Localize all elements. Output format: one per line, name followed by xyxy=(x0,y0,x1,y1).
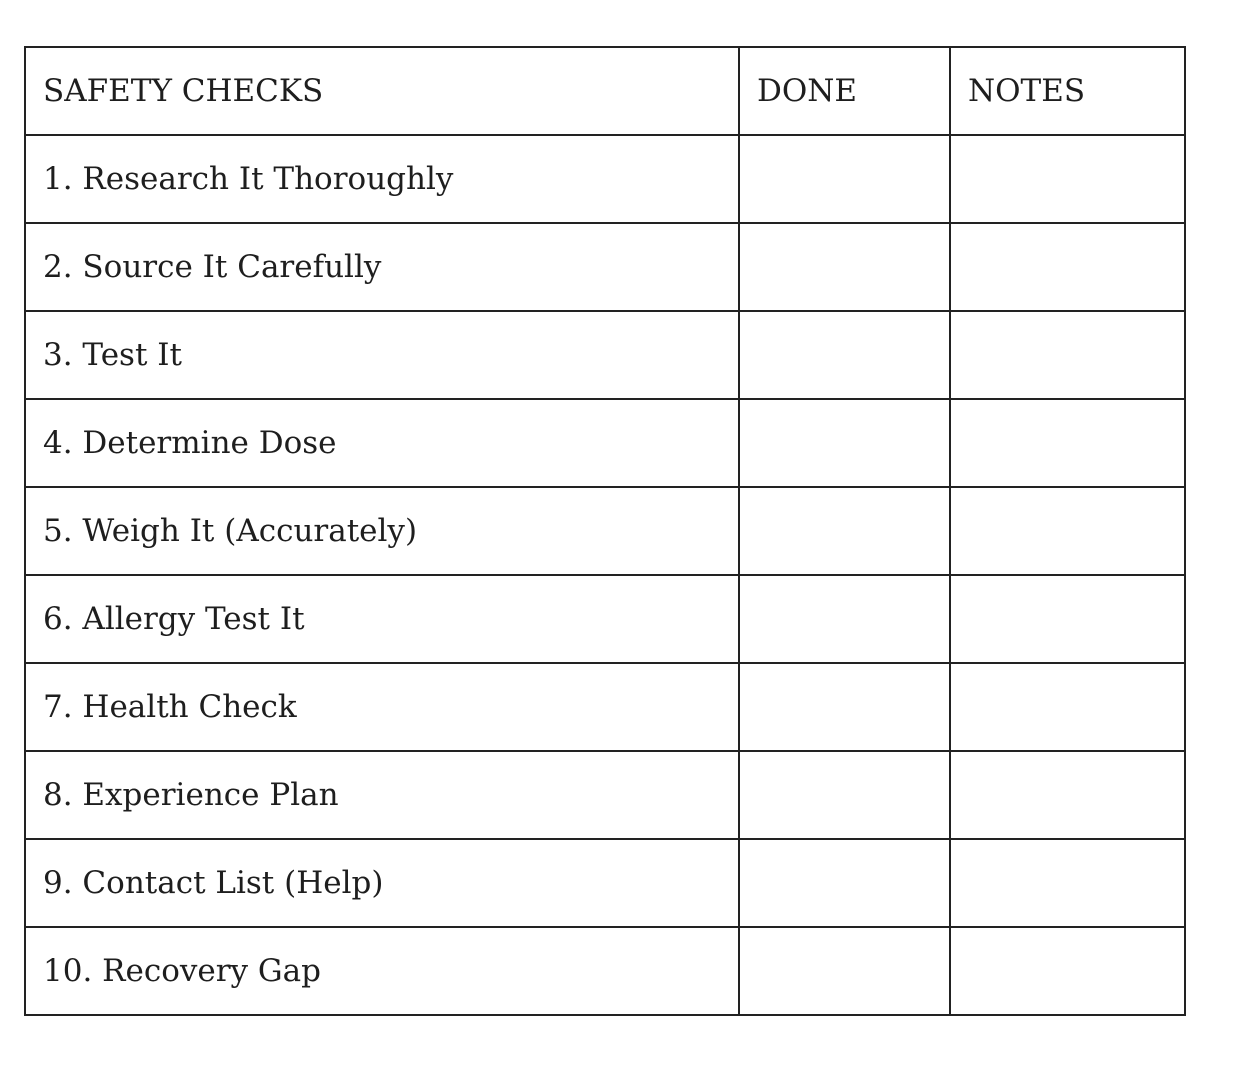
header-row xyxy=(25,47,1185,135)
notes-cell[interactable] xyxy=(950,751,1185,839)
safety-checklist-table xyxy=(24,46,1186,1016)
notes-cell[interactable] xyxy=(950,839,1185,927)
header-notes: NOTES xyxy=(950,47,1185,135)
notes-cell[interactable] xyxy=(950,927,1185,1015)
done-cell[interactable] xyxy=(739,487,950,575)
table-row xyxy=(25,575,1185,663)
check-cell: 10. Recovery Gap xyxy=(25,927,739,1015)
notes-cell[interactable] xyxy=(950,223,1185,311)
done-cell[interactable] xyxy=(739,663,950,751)
notes-cell[interactable] xyxy=(950,399,1185,487)
check-cell: 3. Test It xyxy=(25,311,739,399)
header-done: DONE xyxy=(739,47,950,135)
table-row xyxy=(25,223,1185,311)
notes-cell[interactable] xyxy=(950,135,1185,223)
table-row xyxy=(25,663,1185,751)
done-cell[interactable] xyxy=(739,575,950,663)
header-safety-checks: SAFETY CHECKS xyxy=(25,47,739,135)
notes-cell[interactable] xyxy=(950,663,1185,751)
table-row xyxy=(25,839,1185,927)
table-row xyxy=(25,311,1185,399)
done-cell[interactable] xyxy=(739,751,950,839)
check-cell: 9. Contact List (Help) xyxy=(25,839,739,927)
table-row xyxy=(25,751,1185,839)
done-cell[interactable] xyxy=(739,927,950,1015)
notes-cell[interactable] xyxy=(950,487,1185,575)
check-cell: 2. Source It Carefully xyxy=(25,223,739,311)
check-cell: 8. Experience Plan xyxy=(25,751,739,839)
table-row xyxy=(25,927,1185,1015)
notes-cell[interactable] xyxy=(950,575,1185,663)
check-cell: 4. Determine Dose xyxy=(25,399,739,487)
check-cell: 6. Allergy Test It xyxy=(25,575,739,663)
table-row xyxy=(25,135,1185,223)
done-cell[interactable] xyxy=(739,839,950,927)
done-cell[interactable] xyxy=(739,223,950,311)
check-cell: 1. Research It Thoroughly xyxy=(25,135,739,223)
done-cell[interactable] xyxy=(739,311,950,399)
done-cell[interactable] xyxy=(739,399,950,487)
table-row xyxy=(25,399,1185,487)
notes-cell[interactable] xyxy=(950,311,1185,399)
done-cell[interactable] xyxy=(739,135,950,223)
table-row xyxy=(25,487,1185,575)
check-cell: 5. Weigh It (Accurately) xyxy=(25,487,739,575)
check-cell: 7. Health Check xyxy=(25,663,739,751)
